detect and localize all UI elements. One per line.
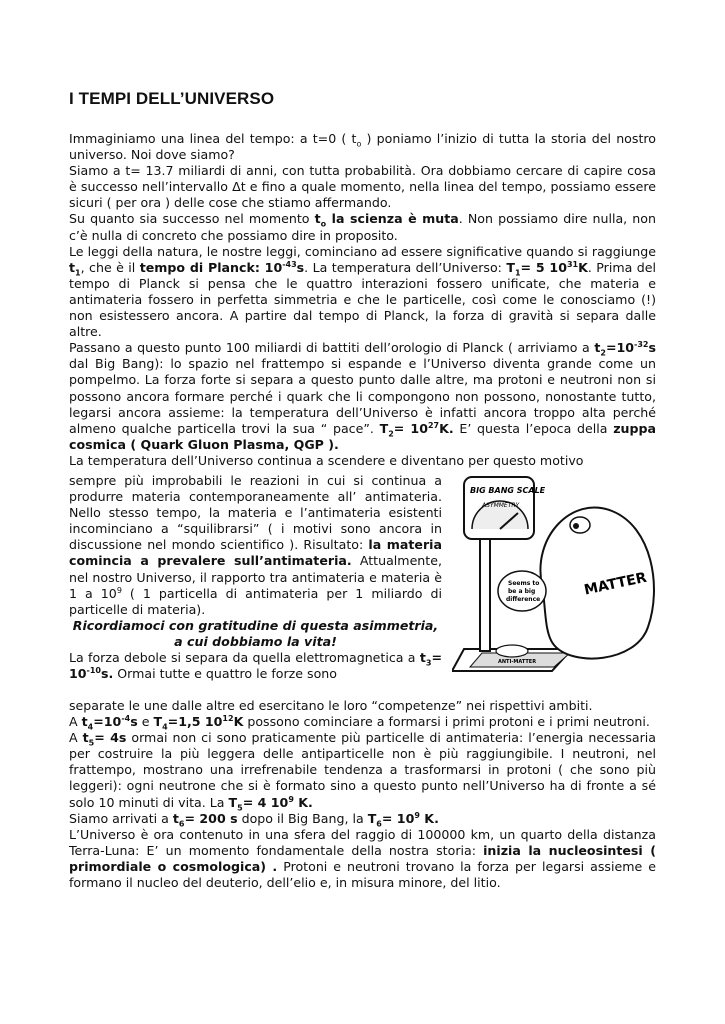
paragraph: A $t_5= 4s$ ormai non ci sono praticamente più particelle di antimateria: l’energia necessaria per costruire la più leggera delle antiparticelle non è più raggiungibile. I neutroni, nel frattempo, mostrano una irrefrenabile tendenza a trasformarsi in protoni ( che sono più leggeri): ogni neutrone che si è formato sino a questo punto nell’Universo ha di fronte a sé solo 10 minuti di vita. La $T_5= 4$ $10^9$ K. (69, 730, 656, 813)
text-block-wrapped (69, 473, 442, 682)
matter-pupil (573, 523, 579, 529)
paragraph-list (69, 131, 656, 469)
paragraph: Le leggi della natura, le nostre leggi, cominciano ad essere significative quando si raggiunge $t_1$, che è il tempo di Planck: $10^{-43}s$. La temperatura dell’Universo: $T_1= 5$ $10^{31}K$. Prima del tempo di Planck si pensa che le quattro interazioni fossero unificate, che materia e antimateria fossero in perfetta simmetria e che le particelle, così come le conosciamo (!) non esistessero ancora. A partire dal tempo di Planck, la forza di gravità si separa dalle altre. (69, 243, 656, 340)
paragraph: sempre più improbabili le reazioni in cui si continua a produrre materia contemporaneamente all’ antimateria. Nello stesso tempo, la materia e l’antimateria esistenti incominciano a “squilibrarsi” ( i motivi sono ancora in discussione nel mondo scientifico ). Risultato: la materia comincia a prevalere sull’antimateria. Attualmente, nel nostro Universo, il rapporto tra antimateria e materia è 1 a $10^9$ ( 1 particella di antimateria per 1 miliardo di particelle di materia). (69, 473, 442, 617)
antimatter-label: ANTI-MATTER (498, 659, 537, 665)
dial-label: ASYMMETRY (482, 502, 520, 509)
paragraph-list (69, 698, 656, 891)
paragraph: Su quanto sia successo nel momento $t_o$ la scienza è muta. Non possiamo dire nulla, non c’è nulla di concreto che possiamo dire in proposito. (69, 211, 656, 243)
text-block-top (69, 131, 656, 469)
scale-sign-text: BIG BANG SCALE (470, 486, 546, 495)
scale-post (480, 537, 490, 651)
big-bang-scale-cartoon (452, 467, 664, 677)
paragraph: L’Universo è ora contenuto in una sfera del raggio di 100000 km, un quarto della distanza Terra-Luna: E’ un momento fondamentale della nostra storia: inizia la nucleosintesi ( primordiale o cosmologica) . Protoni e neutroni trovano la forza per legarsi assieme e formano il nucleo del deuterio, dell’elio e, in misura minore, del litio. (69, 826, 656, 891)
paragraph: Siamo arrivati a $t_6= 200$ s dopo il Big Bang, la $T_6= 10^9$ K. (69, 810, 439, 829)
paragraph: A $t_4=10^{-4}s$ e $T_4=1,5$ $10^{12}K$ possono cominciare a formarsi i primi protoni e i primi neutroni. (69, 713, 650, 732)
paragraph: Passano a questo punto 100 miliardi di battiti dell’orologio di Planck ( arriviamo a $t_2=10^{-32}s$ dal Big Bang): lo spazio nel frattempo si espande e l’Universo diventa grande come un pompelmo. La forza forte si separa a questo punto dalle altre, ma protoni e neutroni non si possono ancora formare perché i quark che li compongono non possono, nonostante tutto, legarsi ancora assieme: la temperatura dell’Universo è infatti ancora troppo alta perché almeno qualche particella trovi la sua “ pace”. $T_2= 10^{27}K$. E’ questa l’epoca della zuppa cosmica ( Quark Gluon Plasma, QGP ). (69, 340, 657, 452)
matter-label: MATTER (582, 569, 649, 599)
gratitude-quote: Ricordiamoci con gratitudine di questa asimmetria, a cui dobbiamo la vita! (72, 617, 439, 649)
paragraph: Immaginiamo una linea del tempo: a t=0 ( $t_o$ ) poniamo l’inizio di tutta la storia del nostro universo. Noi dove siamo? (69, 131, 656, 163)
antimatter-character (496, 645, 528, 657)
matter-eye-icon (570, 517, 590, 533)
text-block-bottom (69, 698, 656, 891)
bubble-text: Seems to be a big difference (506, 580, 541, 603)
paragraph: Siamo a t= 13.7 miliardi di anni, con tutta probabilità. Ora dobbiamo cercare di capire cosa è successo nell’intervallo Δt e fino a quale momento, nella linea del tempo, possiamo essere sicuri ( per ora ) delle cose che stiamo affermando. (69, 163, 656, 211)
page-title: I TEMPI DELL’UNIVERSO (69, 89, 275, 108)
paragraph-list (69, 473, 442, 618)
paragraph: La temperatura dell’Universo continua a scendere e diventano per questo motivo (69, 452, 584, 468)
paragraph-list (69, 650, 442, 682)
paragraph: separate le une dalle altre ed esercitano le loro “competenze” nei rispettivi ambiti. (69, 698, 593, 713)
paragraph: La forza debole si separa da quella elettromagnetica a $t_3= 10^{-10}s$. Ormai tutte e quattro le forze sono (69, 650, 442, 682)
